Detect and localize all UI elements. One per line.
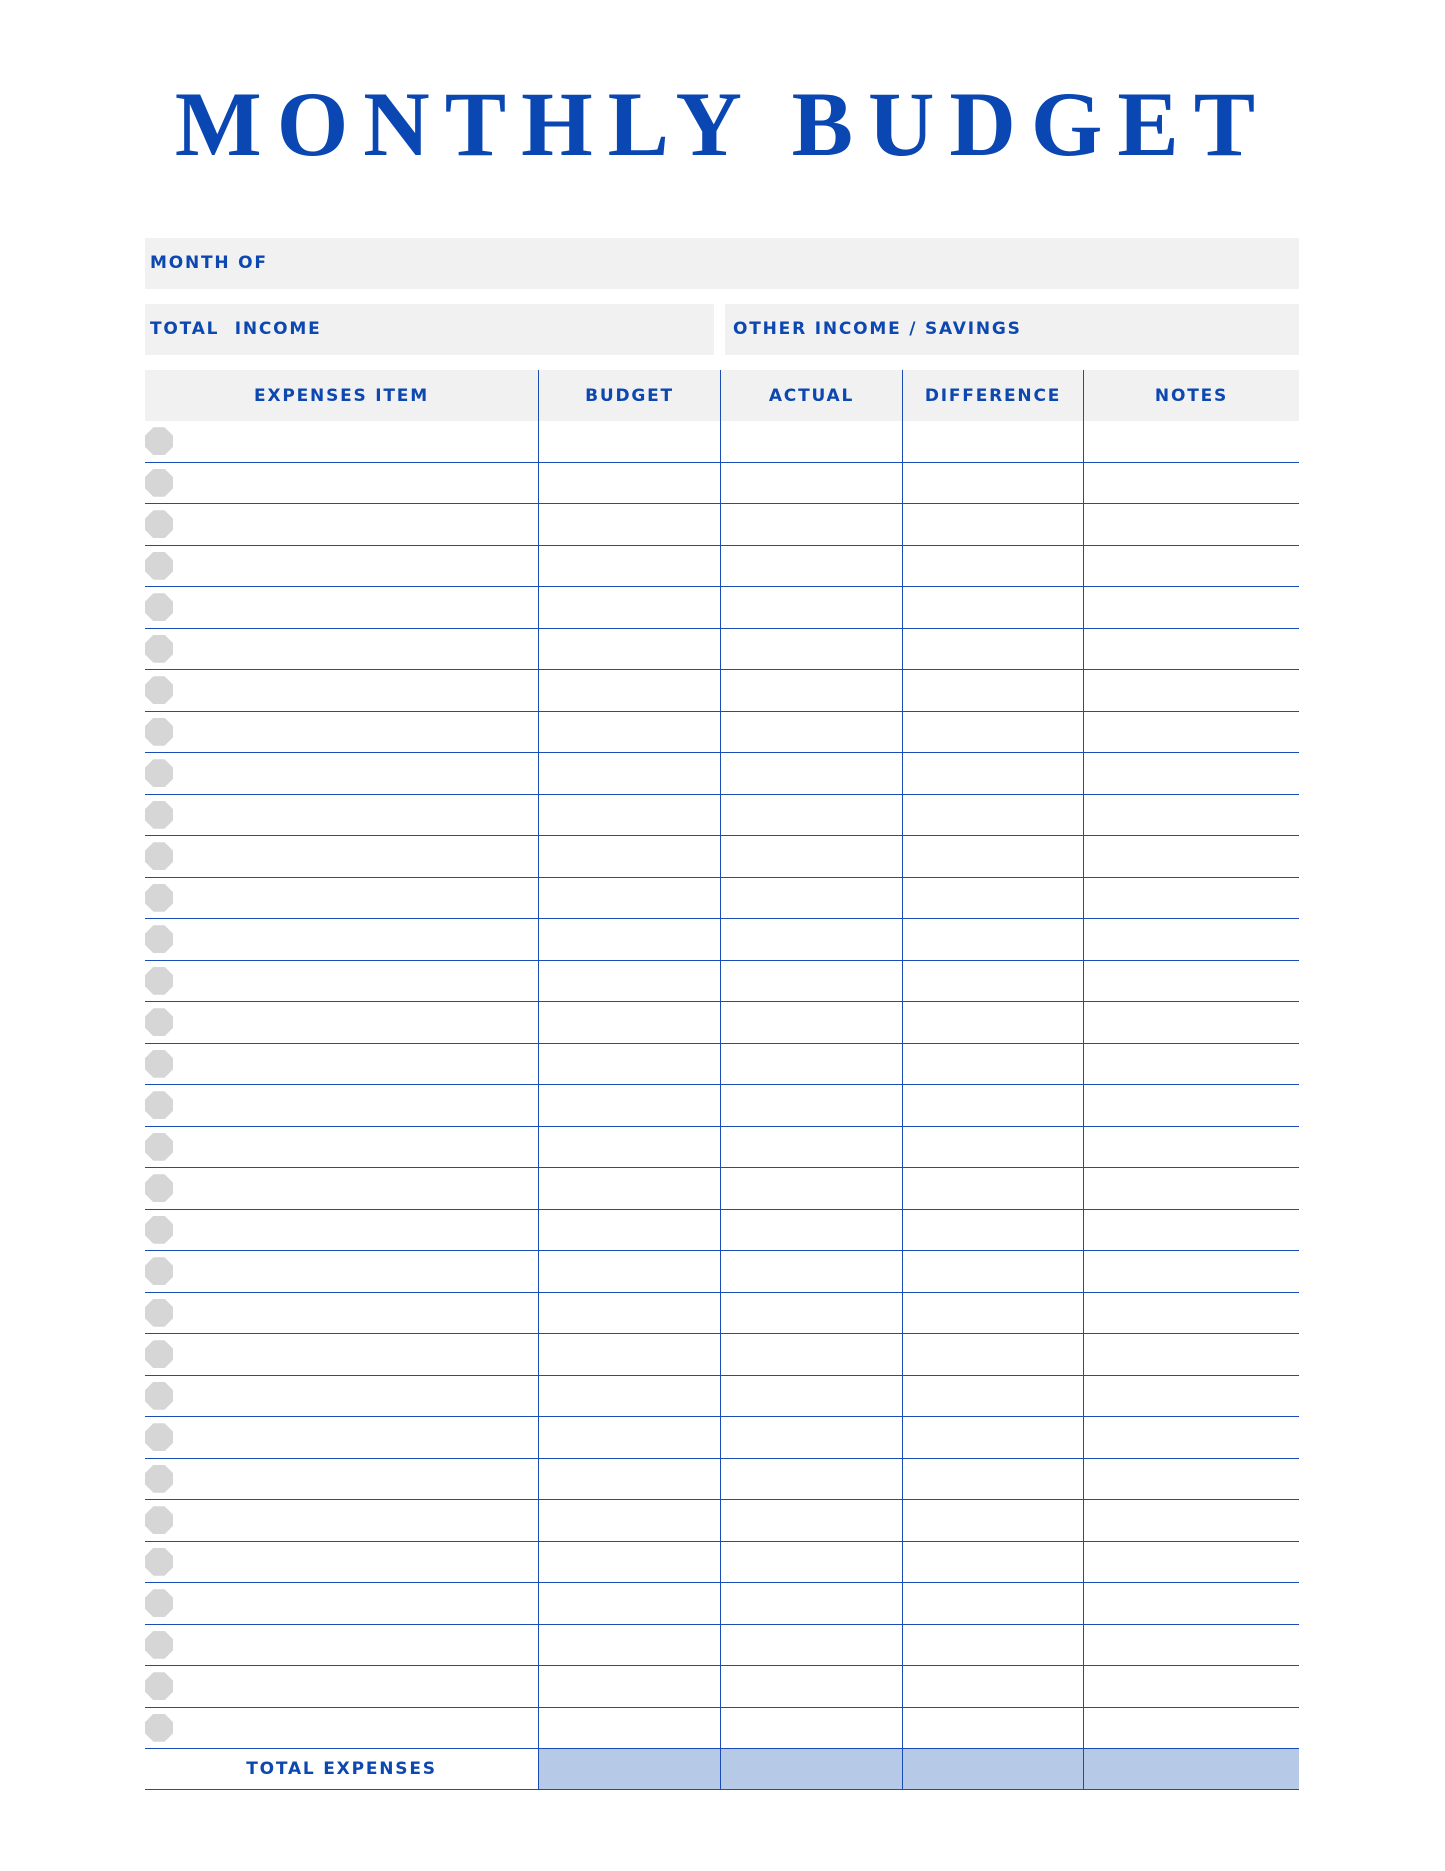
actual-cell[interactable] — [721, 546, 903, 587]
difference-cell[interactable] — [903, 1417, 1084, 1458]
octagon-bullet-icon — [145, 1506, 173, 1534]
month-of-label: MONTH OF — [150, 253, 268, 273]
octagon-bullet-icon — [145, 842, 173, 870]
expenses-table — [145, 370, 1299, 1790]
notes-cell[interactable] — [1084, 421, 1299, 462]
budget-cell[interactable] — [539, 1293, 721, 1334]
header-budget: BUDGET — [539, 370, 721, 421]
expense-item-cell[interactable] — [145, 1417, 539, 1458]
expense-item-cell[interactable] — [145, 1666, 539, 1707]
octagon-bullet-icon — [145, 635, 173, 663]
expense-item-cell[interactable] — [145, 795, 539, 836]
notes-cell[interactable] — [1084, 1417, 1299, 1458]
budget-cell[interactable] — [539, 1044, 721, 1085]
budget-cell[interactable] — [539, 670, 721, 711]
budget-cell[interactable] — [539, 1542, 721, 1583]
expense-item-cell[interactable] — [145, 670, 539, 711]
difference-cell[interactable] — [903, 836, 1084, 877]
actual-cell[interactable] — [721, 1708, 903, 1749]
actual-cell[interactable] — [721, 670, 903, 711]
actual-cell[interactable] — [721, 1251, 903, 1292]
notes-cell[interactable] — [1084, 504, 1299, 545]
actual-cell[interactable] — [721, 961, 903, 1002]
octagon-bullet-icon — [145, 1714, 173, 1742]
notes-cell[interactable] — [1084, 1334, 1299, 1375]
table-row — [145, 587, 1299, 629]
budget-cell[interactable] — [539, 919, 721, 960]
table-row — [145, 1085, 1299, 1127]
notes-cell[interactable] — [1084, 1542, 1299, 1583]
actual-cell[interactable] — [721, 463, 903, 504]
difference-cell[interactable] — [903, 712, 1084, 753]
actual-cell[interactable] — [721, 836, 903, 877]
difference-cell[interactable] — [903, 961, 1084, 1002]
expense-item-cell[interactable] — [145, 629, 539, 670]
difference-cell[interactable] — [903, 1500, 1084, 1541]
header-actual: ACTUAL — [721, 370, 903, 421]
difference-cell[interactable] — [903, 421, 1084, 462]
difference-cell[interactable] — [903, 463, 1084, 504]
budget-cell[interactable] — [539, 1127, 721, 1168]
notes-cell[interactable] — [1084, 712, 1299, 753]
expense-item-cell[interactable] — [145, 753, 539, 794]
actual-cell[interactable] — [721, 878, 903, 919]
octagon-bullet-icon — [145, 1299, 173, 1327]
budget-cell[interactable] — [539, 1085, 721, 1126]
table-row — [145, 1459, 1299, 1501]
difference-cell[interactable] — [903, 1251, 1084, 1292]
table-row — [145, 1376, 1299, 1418]
actual-cell[interactable] — [721, 1459, 903, 1500]
octagon-bullet-icon — [145, 759, 173, 787]
actual-cell[interactable] — [721, 712, 903, 753]
total-expenses-label: TOTAL EXPENSES — [145, 1749, 539, 1789]
total-difference-cell[interactable] — [903, 1749, 1084, 1789]
expense-item-cell[interactable] — [145, 1334, 539, 1375]
notes-cell[interactable] — [1084, 1666, 1299, 1707]
table-row — [145, 1334, 1299, 1376]
expense-item-cell[interactable] — [145, 919, 539, 960]
notes-cell[interactable] — [1084, 546, 1299, 587]
table-row — [145, 1127, 1299, 1169]
table-row — [145, 1708, 1299, 1750]
budget-cell[interactable] — [539, 961, 721, 1002]
actual-cell[interactable] — [721, 1210, 903, 1251]
octagon-bullet-icon — [145, 593, 173, 621]
actual-cell[interactable] — [721, 1127, 903, 1168]
total-expenses-row — [145, 1749, 1299, 1790]
actual-cell[interactable] — [721, 919, 903, 960]
expense-item-cell[interactable] — [145, 1127, 539, 1168]
budget-cell[interactable] — [539, 629, 721, 670]
actual-cell[interactable] — [721, 629, 903, 670]
notes-cell[interactable] — [1084, 1210, 1299, 1251]
difference-cell[interactable] — [903, 795, 1084, 836]
octagon-bullet-icon — [145, 1631, 173, 1659]
budget-cell[interactable] — [539, 1666, 721, 1707]
table-header-row — [145, 370, 1299, 421]
difference-cell[interactable] — [903, 546, 1084, 587]
page-title: MONTHLY BUDGET — [174, 73, 1271, 175]
header-notes: NOTES — [1154, 385, 1229, 406]
octagon-bullet-icon — [145, 1340, 173, 1368]
difference-cell[interactable] — [903, 1044, 1084, 1085]
expense-item-cell[interactable] — [145, 1500, 539, 1541]
budget-cell[interactable] — [539, 1417, 721, 1458]
notes-cell[interactable] — [1084, 961, 1299, 1002]
budget-cell[interactable] — [539, 1334, 721, 1375]
difference-cell[interactable] — [903, 587, 1084, 628]
expense-item-cell[interactable] — [145, 463, 539, 504]
notes-cell[interactable] — [1084, 1168, 1299, 1209]
octagon-bullet-icon — [145, 552, 173, 580]
table-row — [145, 1168, 1299, 1210]
octagon-bullet-icon — [145, 1382, 173, 1410]
table-body — [145, 421, 1299, 1749]
header-difference: DIFFERENCE — [903, 370, 1084, 421]
octagon-bullet-icon — [145, 469, 173, 497]
notes-cell[interactable] — [1084, 1625, 1299, 1666]
actual-cell[interactable] — [721, 1168, 903, 1209]
expense-item-cell[interactable] — [145, 1708, 539, 1749]
difference-cell[interactable] — [903, 1542, 1084, 1583]
total-budget-cell[interactable] — [539, 1749, 721, 1789]
budget-cell[interactable] — [539, 1459, 721, 1500]
actual-cell[interactable] — [721, 795, 903, 836]
budget-cell[interactable] — [539, 878, 721, 919]
notes-cell[interactable] — [1084, 1459, 1299, 1500]
table-row — [145, 795, 1299, 837]
actual-cell[interactable] — [721, 1002, 903, 1043]
octagon-bullet-icon — [145, 1423, 173, 1451]
octagon-bullet-icon — [145, 1174, 173, 1202]
budget-cell[interactable] — [539, 1500, 721, 1541]
budget-cell[interactable] — [539, 463, 721, 504]
difference-cell[interactable] — [903, 753, 1084, 794]
table-row — [145, 1666, 1299, 1708]
notes-cell[interactable] — [1084, 1376, 1299, 1417]
expense-item-cell[interactable] — [145, 878, 539, 919]
difference-cell[interactable] — [903, 1210, 1084, 1251]
expense-item-cell[interactable] — [145, 1210, 539, 1251]
table-row — [145, 712, 1299, 754]
notes-cell[interactable] — [1084, 629, 1299, 670]
budget-cell[interactable] — [539, 1210, 721, 1251]
octagon-bullet-icon — [145, 1548, 173, 1576]
notes-cell[interactable] — [1084, 836, 1299, 877]
difference-cell[interactable] — [903, 504, 1084, 545]
notes-cell[interactable] — [1084, 1085, 1299, 1126]
notes-cell[interactable] — [1084, 1500, 1299, 1541]
budget-cell[interactable] — [539, 421, 721, 462]
difference-cell[interactable] — [903, 629, 1084, 670]
expense-item-cell[interactable] — [145, 1044, 539, 1085]
octagon-bullet-icon — [145, 801, 173, 829]
table-row — [145, 1044, 1299, 1086]
difference-cell[interactable] — [903, 1168, 1084, 1209]
table-row — [145, 463, 1299, 505]
octagon-bullet-icon — [145, 884, 173, 912]
budget-cell[interactable] — [539, 836, 721, 877]
octagon-bullet-icon — [145, 676, 173, 704]
expense-item-cell[interactable] — [145, 836, 539, 877]
octagon-bullet-icon — [145, 427, 173, 455]
octagon-bullet-icon — [145, 1672, 173, 1700]
octagon-bullet-icon — [145, 510, 173, 538]
other-income-savings-label: OTHER INCOME / SAVINGS — [733, 319, 1022, 339]
budget-cell[interactable] — [539, 753, 721, 794]
expense-item-cell[interactable] — [145, 587, 539, 628]
octagon-bullet-icon — [145, 1091, 173, 1119]
actual-cell[interactable] — [721, 421, 903, 462]
notes-cell[interactable] — [1084, 1044, 1299, 1085]
expense-item-cell[interactable] — [145, 1376, 539, 1417]
difference-cell[interactable] — [903, 1459, 1084, 1500]
notes-cell[interactable] — [1084, 670, 1299, 711]
difference-cell[interactable] — [903, 1085, 1084, 1126]
actual-cell[interactable] — [721, 1666, 903, 1707]
table-row — [145, 753, 1299, 795]
expense-item-cell[interactable] — [145, 1085, 539, 1126]
expense-item-cell[interactable] — [145, 546, 539, 587]
actual-cell[interactable] — [721, 1293, 903, 1334]
expense-item-cell[interactable] — [145, 961, 539, 1002]
notes-cell[interactable] — [1084, 753, 1299, 794]
notes-cell[interactable] — [1084, 1583, 1299, 1624]
expense-item-cell[interactable] — [145, 1002, 539, 1043]
budget-cell[interactable] — [539, 1583, 721, 1624]
table-row — [145, 961, 1299, 1003]
table-row — [145, 919, 1299, 961]
table-row — [145, 504, 1299, 546]
difference-cell[interactable] — [903, 1334, 1084, 1375]
budget-cell[interactable] — [539, 587, 721, 628]
octagon-bullet-icon — [145, 925, 173, 953]
octagon-bullet-icon — [145, 1589, 173, 1617]
difference-cell[interactable] — [903, 1666, 1084, 1707]
actual-cell[interactable] — [721, 1334, 903, 1375]
total-income-label: TOTAL INCOME — [150, 319, 322, 339]
expense-item-cell[interactable] — [145, 1293, 539, 1334]
difference-cell[interactable] — [903, 1583, 1084, 1624]
actual-cell[interactable] — [721, 1044, 903, 1085]
budget-cell[interactable] — [539, 1708, 721, 1749]
difference-cell[interactable] — [903, 1708, 1084, 1749]
actual-cell[interactable] — [721, 1542, 903, 1583]
budget-cell[interactable] — [539, 546, 721, 587]
table-row — [145, 1002, 1299, 1044]
notes-cell[interactable] — [1084, 878, 1299, 919]
octagon-bullet-icon — [145, 1133, 173, 1161]
table-row — [145, 421, 1299, 463]
budget-cell[interactable] — [539, 712, 721, 753]
notes-cell[interactable] — [1084, 1002, 1299, 1043]
table-row — [145, 1625, 1299, 1667]
notes-cell[interactable] — [1084, 795, 1299, 836]
total-income-field[interactable] — [145, 304, 714, 355]
octagon-bullet-icon — [145, 1008, 173, 1036]
expense-item-cell[interactable] — [145, 504, 539, 545]
actual-cell[interactable] — [721, 587, 903, 628]
table-row — [145, 1251, 1299, 1293]
difference-cell[interactable] — [903, 919, 1084, 960]
difference-cell[interactable] — [903, 1002, 1084, 1043]
difference-cell[interactable] — [903, 878, 1084, 919]
expense-item-cell[interactable] — [145, 1459, 539, 1500]
difference-cell[interactable] — [903, 1293, 1084, 1334]
table-row — [145, 1583, 1299, 1625]
octagon-bullet-icon — [145, 1216, 173, 1244]
notes-cell[interactable] — [1084, 1127, 1299, 1168]
expense-item-cell[interactable] — [145, 1168, 539, 1209]
table-row — [145, 1542, 1299, 1584]
table-row — [145, 629, 1299, 671]
actual-cell[interactable] — [721, 504, 903, 545]
actual-cell[interactable] — [721, 753, 903, 794]
total-notes-cell[interactable] — [1084, 1749, 1299, 1789]
table-row — [145, 670, 1299, 712]
budget-cell[interactable] — [539, 1168, 721, 1209]
octagon-bullet-icon — [145, 1257, 173, 1285]
actual-cell[interactable] — [721, 1417, 903, 1458]
difference-cell[interactable] — [903, 1376, 1084, 1417]
budget-cell[interactable] — [539, 504, 721, 545]
actual-cell[interactable] — [721, 1583, 903, 1624]
actual-cell[interactable] — [721, 1085, 903, 1126]
header-expenses-item: EXPENSES ITEM — [145, 370, 539, 421]
octagon-bullet-icon — [145, 1465, 173, 1493]
month-of-field[interactable] — [145, 238, 1299, 289]
budget-cell[interactable] — [539, 1251, 721, 1292]
notes-cell[interactable] — [1084, 1708, 1299, 1749]
total-actual-cell[interactable] — [721, 1749, 903, 1789]
budget-cell[interactable] — [539, 1002, 721, 1043]
notes-cell[interactable] — [1084, 919, 1299, 960]
budget-cell[interactable] — [539, 1625, 721, 1666]
expense-item-cell[interactable] — [145, 1251, 539, 1292]
notes-cell[interactable] — [1084, 1293, 1299, 1334]
budget-cell[interactable] — [539, 795, 721, 836]
expense-item-cell[interactable] — [145, 1625, 539, 1666]
table-row — [145, 546, 1299, 588]
difference-cell[interactable] — [903, 1127, 1084, 1168]
table-row — [145, 836, 1299, 878]
table-row — [145, 878, 1299, 920]
actual-cell[interactable] — [721, 1625, 903, 1666]
difference-cell[interactable] — [903, 670, 1084, 711]
octagon-bullet-icon — [145, 718, 173, 746]
table-row — [145, 1210, 1299, 1252]
other-income-savings-field[interactable] — [725, 304, 1299, 355]
actual-cell[interactable] — [721, 1500, 903, 1541]
octagon-bullet-icon — [145, 967, 173, 995]
table-row — [145, 1293, 1299, 1335]
notes-cell[interactable] — [1084, 587, 1299, 628]
table-row — [145, 1417, 1299, 1459]
expense-item-cell[interactable] — [145, 1542, 539, 1583]
notes-cell[interactable] — [1084, 463, 1299, 504]
actual-cell[interactable] — [721, 1376, 903, 1417]
difference-cell[interactable] — [903, 1625, 1084, 1666]
expense-item-cell[interactable] — [145, 712, 539, 753]
expense-item-cell[interactable] — [145, 421, 539, 462]
notes-cell[interactable] — [1084, 1251, 1299, 1292]
expense-item-cell[interactable] — [145, 1583, 539, 1624]
octagon-bullet-icon — [145, 1050, 173, 1078]
budget-cell[interactable] — [539, 1376, 721, 1417]
table-row — [145, 1500, 1299, 1542]
